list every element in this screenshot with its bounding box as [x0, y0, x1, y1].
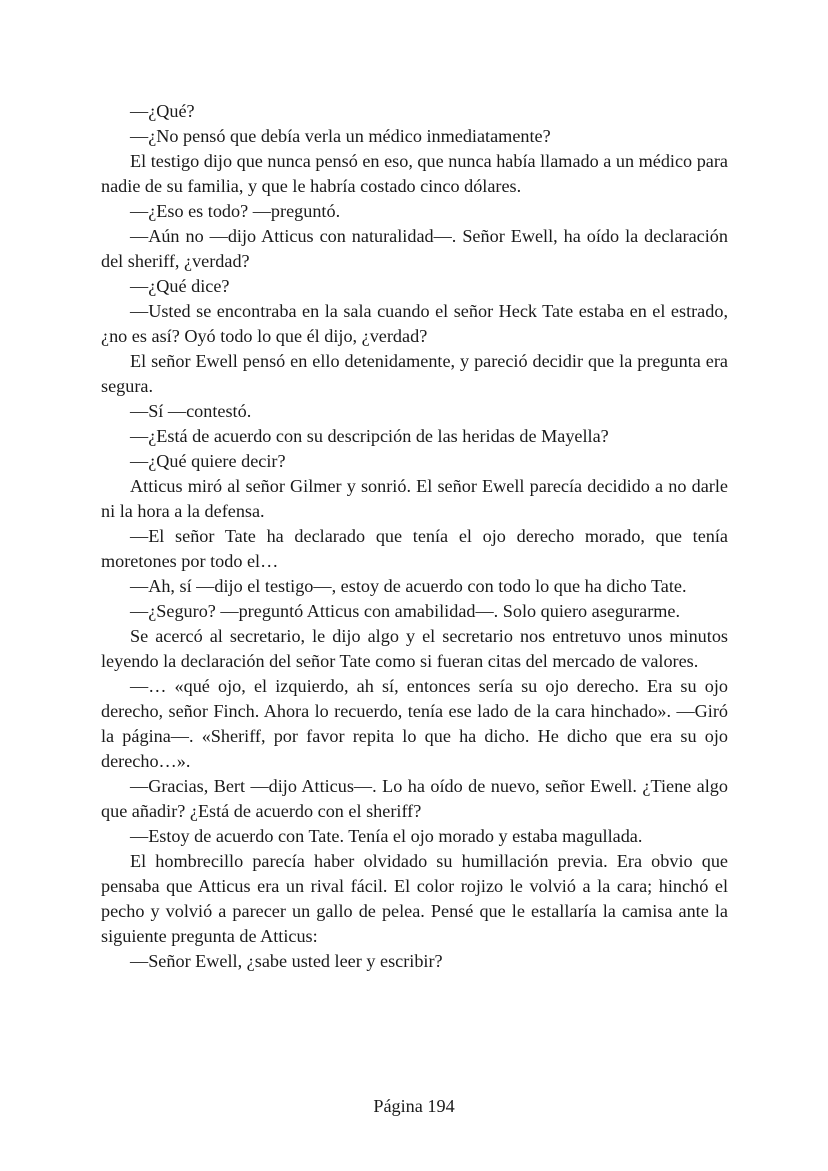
paragraph: Se acercó al secretario, le dijo algo y el secretario nos entretuvo unos minutos leyendo la declaración del señor Tate como si fueran citas del mercado de valores.: [101, 626, 728, 671]
paragraph: —Señor Ewell, ¿sabe usted leer y escribir?: [130, 951, 443, 971]
paragraph: —¿Eso es todo? —preguntó.: [130, 201, 341, 221]
paragraph: —Aún no —dijo Atticus con naturalidad—. Señor Ewell, ha oído la declaración del sheriff, ¿verdad?: [101, 226, 728, 271]
paragraph: Atticus miró al señor Gilmer y sonrió. El señor Ewell parecía decidido a no darle ni la hora a la defensa.: [101, 476, 728, 521]
paragraph: —Gracias, Bert —dijo Atticus—. Lo ha oído de nuevo, señor Ewell. ¿Tiene algo que añadir? ¿Está de acuerdo con el sheriff?: [101, 776, 728, 821]
paragraph: —… «qué ojo, el izquierdo, ah sí, entonces sería su ojo derecho. Era su ojo derecho, señor Finch. Ahora lo recuerdo, tenía ese lado de la cara hinchado». —Giró la página—. «Sheriff, por favor repita lo que ha dicho. He dicho que era su ojo derecho…».: [101, 676, 728, 771]
page-body: [101, 99, 728, 974]
paragraph: —¿Qué dice?: [130, 276, 230, 296]
paragraph: —Ah, sí —dijo el testigo—, estoy de acuerdo con todo lo que ha dicho Tate.: [130, 576, 687, 596]
paragraph: El hombrecillo parecía haber olvidado su humillación previa. Era obvio que pensaba que Atticus era un rival fácil. El color rojizo le volvió a la cara; hinchó el pecho y volvió a parecer un gallo de pelea. Pensé que le estallaría la camisa ante la siguiente pregunta de Atticus:: [101, 851, 728, 946]
paragraph: —Sí —contestó.: [130, 401, 252, 421]
paragraph: —¿Qué?: [130, 101, 195, 121]
paragraph: El testigo dijo que nunca pensó en eso, que nunca había llamado a un médico para nadie de su familia, y que le habría costado cinco dólares.: [101, 151, 728, 196]
paragraph: El señor Ewell pensó en ello detenidamente, y pareció decidir que la pregunta era segura.: [101, 351, 728, 396]
paragraph: —El señor Tate ha declarado que tenía el ojo derecho morado, que tenía moretones por todo el…: [101, 526, 728, 571]
paragraph: —Estoy de acuerdo con Tate. Tenía el ojo morado y estaba magullada.: [130, 826, 643, 846]
paragraph: —¿No pensó que debía verla un médico inmediatamente?: [130, 126, 551, 146]
paragraph: —¿Seguro? —preguntó Atticus con amabilidad—. Solo quiero asegurarme.: [130, 601, 681, 621]
page-number: Página 194: [373, 1096, 455, 1116]
paragraph: —¿Qué quiere decir?: [130, 451, 286, 471]
paragraph: —Usted se encontraba en la sala cuando el señor Heck Tate estaba en el estrado, ¿no es así? Oyó todo lo que él dijo, ¿verdad?: [101, 301, 728, 346]
paragraph: —¿Está de acuerdo con su descripción de las heridas de Mayella?: [130, 426, 609, 446]
